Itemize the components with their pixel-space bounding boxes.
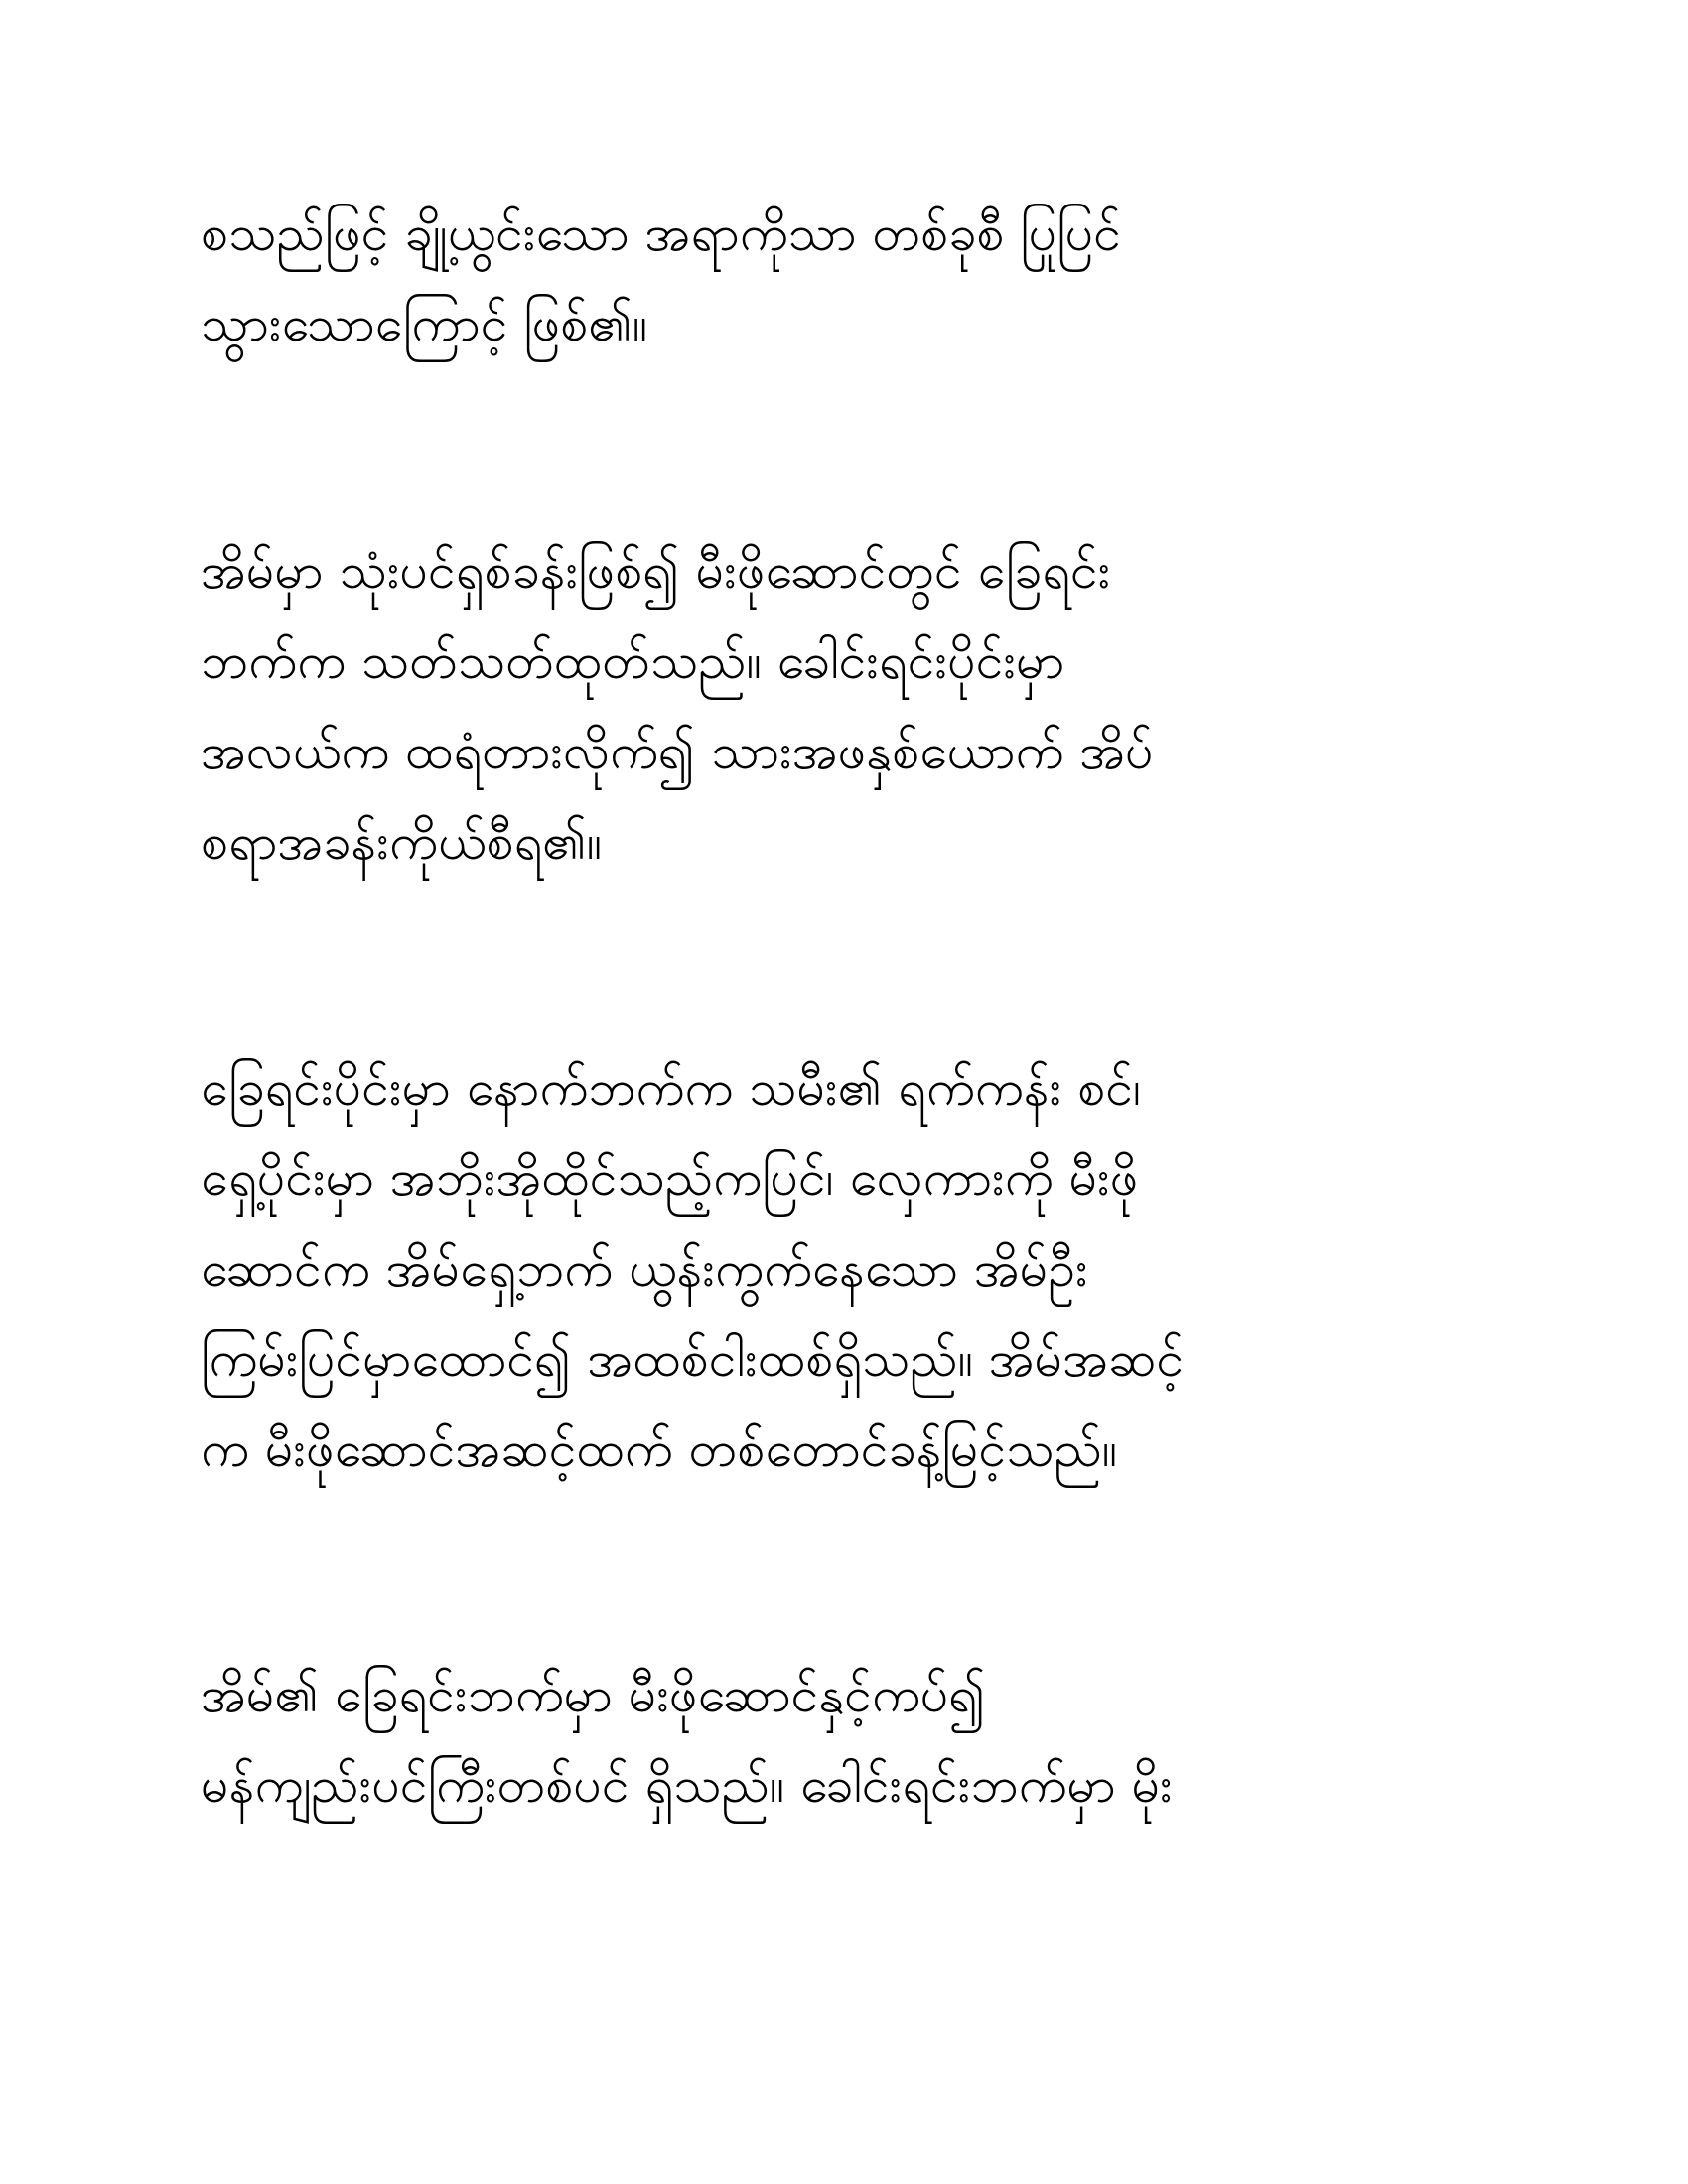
paragraph-3-line-5: က မီးဖိုဆောင်အဆင့်ထက် တစ်တောင်ခန့်မြင့်သည်။ bbox=[201, 1421, 1118, 1478]
paragraph-3-line-2: ရှေ့ပိုင်းမှာ အဘိုးအိုထိုင်သည့်ကပြင်၊ လှေကားကို မီးဖို bbox=[201, 1150, 1139, 1207]
paragraph-3-line-4: ကြမ်းပြင်မှာထောင်၍ အထစ်ငါးထစ်ရှိသည်။ အိမ်အဆင့် bbox=[201, 1330, 1185, 1388]
paragraph-3-line-1: ခြေရင်းပိုင်းမှာ နောက်ဘက်က သမီး၏ ရက်ကန်း စင်၊ bbox=[201, 1059, 1141, 1117]
paragraph-1-line-1: စသည်ဖြင့် ချို့ယွင်းသော အရာကိုသာ တစ်ခုစီ ပြုပြင် bbox=[201, 205, 1121, 262]
paragraph-4-line-1: အိမ်၏ ခြေရင်းဘက်မှာ မီးဖိုဆောင်နှင့်ကပ်၍ bbox=[201, 1666, 986, 1723]
paragraph-2-line-4: စရာအခန်းကိုယ်စီရ၏။ bbox=[201, 813, 602, 871]
paragraph-1-line-2: သွားသောကြောင့် ဖြစ်၏။ bbox=[201, 295, 648, 352]
paragraph-2-line-3: အလယ်က ထရံတားလိုက်၍ သားအဖနှစ်ယောက် အိပ် bbox=[201, 723, 1154, 780]
paragraph-2-line-2: ဘက်က သတ်သတ်ထုတ်သည်။ ခေါင်းရင်းပိုင်းမှာ bbox=[201, 632, 1065, 690]
paragraph-2-line-1: အိမ်မှာ သုံးပင်ရှစ်ခန်းဖြစ်၍ မီးဖိုဆောင်တွင် ခြေရင်း bbox=[201, 542, 1111, 600]
paragraph-4-line-2: မန်ကျည်းပင်ကြီးတစ်ပင် ရှိသည်။ ခေါင်းရင်းဘက်မှာ မိုး bbox=[201, 1756, 1173, 1814]
paragraph-3-line-3: ဆောင်က အိမ်ရှေ့ဘက် ယွန်းကွက်နေသော အိမ်ဦး bbox=[201, 1240, 1088, 1297]
